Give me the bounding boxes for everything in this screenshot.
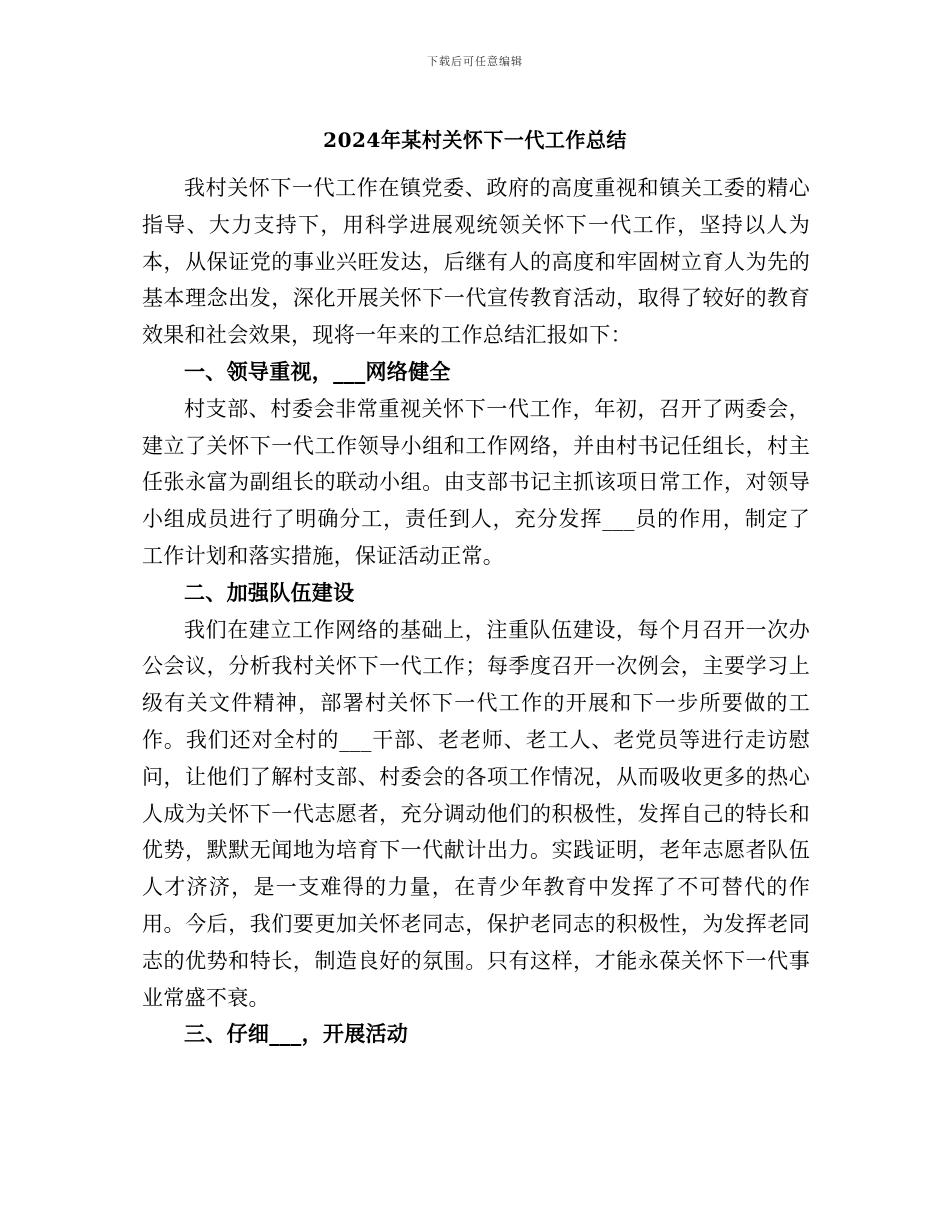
section-heading-2: 二、加强队伍建设 xyxy=(184,579,355,605)
section-heading-3: 三、仔细___，开展活动 xyxy=(184,1021,409,1047)
section-2-paragraph: 我们在建立工作网络的基础上，注重队伍建设，每个月召开一次办公会议，分析我村关怀下一代工作；每季度召开一次例会，主要学习上级有关文件精神，部署村关怀下一代工作的开展和下一步所要做的工作。我们还对全村的___干部、老老师、老工人、老党员等进行走访慰问，让他们了解村支部、村委会的各项工作情况，从而吸收更多的热心人成为关怀下一代志愿者，充分调动他们的积极性，发挥自己的特长和优势，默默无闻地为培育下一代献计出力。实践证明，老年志愿者队伍人才济济，是一支难得的力量，在青少年教育中发挥了不可替代的作用。今后，我们要更加关怀老同志，保护老同志的积极性，为发挥老同志的优势和特长，制造良好的氛围。只有这样，才能永葆关怀下一代事业常盛不衰。 xyxy=(142,617,810,1010)
intro-paragraph: 我村关怀下一代工作在镇党委、政府的高度重视和镇关工委的精心指导、大力支持下，用科学进展观统领关怀下一代工作，坚持以人为本，从保证党的事业兴旺发达，后继有人的高度和牢固树立育人为先的基本理念出发，深化开展关怀下一代宣传教育活动，取得了较好的教育效果和社会效果，现将一年来的工作总结汇报如下： xyxy=(142,176,810,348)
document-title: 2024年某村关怀下一代工作总结 xyxy=(323,128,627,152)
section-heading-1: 一、领导重视，___网络健全 xyxy=(184,358,451,384)
document-body xyxy=(142,170,810,1053)
header-note: 下载后可任意编辑 xyxy=(427,55,523,68)
section-1-paragraph: 村支部、村委会非常重视关怀下一代工作，年初，召开了两委会，建立了关怀下一代工作领导小组和工作网络，并由村书记任组长，村主任张永富为副组长的联动小组。由支部书记主抓该项日常工作，对领导小组成员进行了明确分工，责任到人，充分发挥___员的作用，制定了工作计划和落实措施，保证活动正常。 xyxy=(142,396,810,568)
